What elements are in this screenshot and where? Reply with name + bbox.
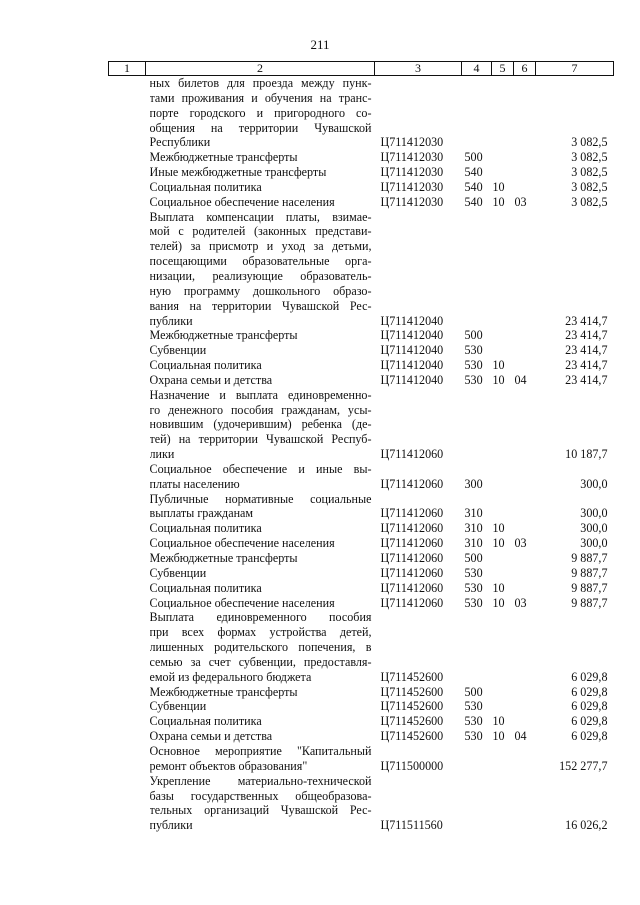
subsection-cell <box>514 685 536 700</box>
table-row <box>109 195 614 210</box>
item-name-line: Субвенции <box>149 565 207 580</box>
subsection-cell <box>514 714 536 729</box>
target-article-cell: Ц711500000 <box>380 758 444 773</box>
section-cell <box>492 343 514 358</box>
item-name-cell <box>146 610 375 684</box>
item-name-cell <box>146 343 375 358</box>
row-number-cell <box>109 462 146 492</box>
section-cell: 10 <box>492 580 505 595</box>
item-name-cell <box>146 744 375 774</box>
row-number-cell <box>109 76 146 151</box>
item-name-line: Межбюджетные трансферты <box>149 328 298 343</box>
header-col-1: 1 <box>109 62 146 76</box>
subsection-cell <box>514 462 536 492</box>
item-name-cell <box>146 328 375 343</box>
amount-cell: 9 887,7 <box>571 551 608 565</box>
row-number-cell <box>109 210 146 329</box>
subsection-cell: 04 <box>514 372 527 387</box>
item-name-line: Социальная политика <box>149 714 262 729</box>
item-name-line: Социальное обеспечение и иные вы- <box>149 461 372 476</box>
amount-cell: 6 029,8 <box>571 684 608 699</box>
amount-cell: 3 082,5 <box>571 179 608 194</box>
item-name-line: посещающими образовательные орга- <box>149 254 372 269</box>
item-name-cell <box>146 210 375 329</box>
section-cell: 10 <box>492 358 505 373</box>
section-cell <box>492 744 514 774</box>
target-article-cell: Ц711452600 <box>380 699 444 714</box>
row-number-cell <box>109 610 146 684</box>
target-article-cell: Ц711412060 <box>380 476 444 491</box>
table-row <box>109 685 614 700</box>
section-cell <box>492 210 514 329</box>
amount-cell: 6 029,8 <box>571 669 608 684</box>
subsection-cell: 03 <box>514 536 527 551</box>
item-name-line: низации, реализующие образователь- <box>149 268 372 283</box>
table-row <box>109 328 614 343</box>
amount-cell: 9 887,7 <box>571 565 608 580</box>
row-number-cell <box>109 358 146 373</box>
expense-type-cell <box>462 388 492 462</box>
table-row <box>109 714 614 729</box>
item-name-line: платы населению <box>149 476 240 491</box>
item-name-line: Межбюджетные трансферты <box>149 551 298 565</box>
target-article-cell: Ц711452600 <box>380 729 444 744</box>
subsection-cell <box>514 343 536 358</box>
subsection-cell <box>514 492 536 522</box>
header-col-6: 6 <box>514 62 536 76</box>
amount-cell: 23 414,7 <box>565 358 608 373</box>
table-row <box>109 210 614 329</box>
item-name-line: тельных организаций Чувашской Рес- <box>149 803 372 818</box>
item-name-cell <box>146 195 375 210</box>
row-number-cell <box>109 566 146 581</box>
subsection-cell <box>514 699 536 714</box>
item-name-line: Социальное обеспечение населения <box>149 595 335 610</box>
section-cell: 10 <box>492 729 505 744</box>
item-name-cell <box>146 521 375 536</box>
subsection-cell <box>514 328 536 343</box>
header-col-7: 7 <box>536 62 614 76</box>
section-cell <box>492 685 514 700</box>
item-name-cell <box>146 685 375 700</box>
table-row <box>109 492 614 522</box>
item-name-line: ную программу дошкольного образо- <box>149 283 372 298</box>
header-col-5: 5 <box>492 62 514 76</box>
item-name-line: Охрана семьи и детства <box>149 372 273 387</box>
table-row <box>109 596 614 611</box>
budget-table <box>108 61 614 833</box>
item-name-line: базы государственных общеобразова- <box>149 788 372 803</box>
amount-cell: 6 029,8 <box>571 729 608 744</box>
row-number-cell <box>109 195 146 210</box>
amount-cell: 16 026,2 <box>565 818 608 833</box>
target-article-cell: Ц711412030 <box>380 194 444 209</box>
item-name-cell <box>146 581 375 596</box>
target-article-cell: Ц711412040 <box>380 358 444 373</box>
expense-type-cell: 530 <box>464 343 483 358</box>
expense-type-cell: 310 <box>464 536 483 551</box>
section-cell <box>492 462 514 492</box>
item-name-line: Социальная политика <box>149 580 262 595</box>
amount-cell: 3 082,5 <box>571 150 608 165</box>
amount-cell: 3 082,5 <box>571 165 608 180</box>
amount-cell: 23 414,7 <box>565 328 608 343</box>
item-name-cell <box>146 774 375 833</box>
table-row <box>109 610 614 684</box>
target-article-cell: Ц711412060 <box>380 565 444 580</box>
expense-type-cell: 500 <box>464 328 483 343</box>
subsection-cell <box>514 358 536 373</box>
item-name-line: Выплата компенсации платы, взимае- <box>149 209 372 224</box>
item-name-line: ных билетов для проезда между пунк- <box>149 76 372 90</box>
section-cell <box>492 165 514 180</box>
item-name-line: выплаты гражданам <box>149 506 254 521</box>
item-name-line: мой с родителей (законных представи- <box>149 224 372 239</box>
target-article-cell: Ц711511560 <box>380 818 443 833</box>
item-name-line: новившим (удочерившим) ребенка (де- <box>149 417 372 432</box>
amount-cell: 23 414,7 <box>565 343 608 358</box>
expense-type-cell <box>462 610 492 684</box>
item-name-line: Социальная политика <box>149 179 262 194</box>
section-cell <box>492 774 514 833</box>
item-name-line: Выплата единовременного пособия <box>149 610 372 625</box>
table-row <box>109 774 614 833</box>
row-number-cell <box>109 492 146 522</box>
expense-type-cell <box>462 210 492 329</box>
table-row <box>109 358 614 373</box>
item-name-line: лишенных родительского попечения, в <box>149 640 372 655</box>
subsection-cell <box>514 521 536 536</box>
item-name-line: Субвенции <box>149 343 207 358</box>
subsection-cell <box>514 744 536 774</box>
expense-type-cell: 500 <box>464 150 483 165</box>
item-name-line: Социальная политика <box>149 521 262 536</box>
section-cell <box>492 566 514 581</box>
item-name-line: при всех формах устройства детей, <box>149 625 372 640</box>
header-col-4: 4 <box>462 62 492 76</box>
section-cell: 10 <box>492 179 505 194</box>
page-number: 211 <box>310 37 330 52</box>
item-name-line: Межбюджетные трансферты <box>149 684 298 699</box>
item-name-cell <box>146 165 375 180</box>
table-row <box>109 566 614 581</box>
amount-cell: 3 082,5 <box>571 194 608 209</box>
subsection-cell <box>514 581 536 596</box>
amount-cell: 300,0 <box>580 506 608 521</box>
item-name-line: Республики <box>149 135 211 150</box>
subsection-cell: 03 <box>514 194 527 209</box>
subsection-cell <box>514 76 536 151</box>
target-article-cell: Ц711412060 <box>380 536 444 551</box>
row-number-cell <box>109 551 146 566</box>
expense-type-cell: 540 <box>464 194 483 209</box>
amount-cell: 6 029,8 <box>571 714 608 729</box>
item-name-cell <box>146 358 375 373</box>
row-number-cell <box>109 581 146 596</box>
item-name-line: Основное мероприятие "Капитальный <box>149 743 372 758</box>
subsection-cell <box>514 388 536 462</box>
target-article-cell: Ц711412030 <box>380 179 444 194</box>
item-name-line: Публичные нормативные социальные <box>149 491 372 506</box>
target-article-cell: Ц711412060 <box>380 580 444 595</box>
table-row <box>109 462 614 492</box>
expense-type-cell: 530 <box>464 729 483 744</box>
section-cell: 10 <box>492 194 505 209</box>
expense-type-cell: 540 <box>464 179 483 194</box>
item-name-cell <box>146 729 375 744</box>
item-name-line: вания на территории Чувашской Рес- <box>149 298 372 313</box>
item-name-line: Укрепление материально-технической <box>149 773 372 788</box>
row-number-cell <box>109 150 146 165</box>
table-row <box>109 521 614 536</box>
item-name-cell <box>146 714 375 729</box>
table-row <box>109 536 614 551</box>
expense-type-cell: 530 <box>464 714 483 729</box>
amount-cell: 6 029,8 <box>571 699 608 714</box>
target-article-cell: Ц711452600 <box>380 714 444 729</box>
subsection-cell <box>514 551 536 566</box>
section-cell <box>492 492 514 522</box>
amount-cell: 300,0 <box>580 521 608 536</box>
subsection-cell <box>514 774 536 833</box>
item-name-line: лики <box>149 447 175 462</box>
expense-type-cell: 300 <box>464 476 483 491</box>
subsection-cell: 04 <box>514 729 527 744</box>
subsection-cell <box>514 180 536 195</box>
expense-type-cell <box>462 76 492 151</box>
row-number-cell <box>109 714 146 729</box>
section-cell: 10 <box>492 521 505 536</box>
expense-type-cell: 530 <box>464 372 483 387</box>
row-number-cell <box>109 685 146 700</box>
section-cell <box>492 388 514 462</box>
table-row <box>109 373 614 388</box>
item-name-cell <box>146 492 375 522</box>
amount-cell: 23 414,7 <box>565 313 608 328</box>
item-name-line: общения на территории Чувашской <box>149 120 372 135</box>
expense-type-cell: 530 <box>464 699 483 714</box>
row-number-cell <box>109 343 146 358</box>
section-cell: 10 <box>492 372 505 387</box>
row-number-cell <box>109 729 146 744</box>
item-name-line: Социальное обеспечение населения <box>149 194 335 209</box>
subsection-cell <box>514 165 536 180</box>
table-row <box>109 343 614 358</box>
table-row <box>109 165 614 180</box>
expense-type-cell: 500 <box>464 684 483 699</box>
item-name-cell <box>146 180 375 195</box>
amount-cell: 23 414,7 <box>565 372 608 387</box>
section-cell <box>492 150 514 165</box>
item-name-line: публики <box>149 818 193 833</box>
item-name-cell <box>146 551 375 566</box>
table-header <box>109 62 614 76</box>
target-article-cell: Ц711452600 <box>380 669 444 684</box>
amount-cell: 3 082,5 <box>571 135 608 150</box>
item-name-line: телей) за присмотр и уход за детьми, <box>149 239 372 254</box>
row-number-cell <box>109 373 146 388</box>
row-number-cell <box>109 536 146 551</box>
item-name-cell <box>146 150 375 165</box>
amount-cell: 10 187,7 <box>565 447 608 462</box>
item-name-line: ремонт объектов образования" <box>149 758 308 773</box>
target-article-cell: Ц711412040 <box>380 343 444 358</box>
target-article-cell: Ц711412040 <box>380 372 444 387</box>
target-article-cell: Ц711452600 <box>380 684 444 699</box>
item-name-cell <box>146 388 375 462</box>
section-cell: 10 <box>492 536 505 551</box>
section-cell: 10 <box>492 595 505 610</box>
item-name-line: тей) на территории Чувашской Респуб- <box>149 432 372 447</box>
target-article-cell: Ц711412060 <box>380 595 444 610</box>
row-number-cell <box>109 388 146 462</box>
table-row <box>109 581 614 596</box>
expense-type-cell: 530 <box>464 565 483 580</box>
row-number-cell <box>109 699 146 714</box>
row-number-cell <box>109 596 146 611</box>
amount-cell: 300,0 <box>580 536 608 551</box>
subsection-cell <box>514 150 536 165</box>
item-name-cell <box>146 462 375 492</box>
expense-type-cell: 530 <box>464 595 483 610</box>
item-name-line: порте городского и пригородного со- <box>149 105 372 120</box>
amount-cell: 152 277,7 <box>559 758 608 773</box>
item-name-cell <box>146 596 375 611</box>
item-name-line: Социальная политика <box>149 358 262 373</box>
amount-cell: 9 887,7 <box>571 595 608 610</box>
target-article-cell: Ц711412030 <box>380 135 444 150</box>
row-number-cell <box>109 774 146 833</box>
target-article-cell: Ц711412040 <box>380 313 444 328</box>
subsection-cell <box>514 210 536 329</box>
item-name-line: Межбюджетные трансферты <box>149 150 298 165</box>
row-number-cell <box>109 165 146 180</box>
row-number-cell <box>109 328 146 343</box>
expense-type-cell <box>462 774 492 833</box>
table-row <box>109 729 614 744</box>
item-name-cell <box>146 76 375 151</box>
table-row <box>109 744 614 774</box>
section-cell <box>492 699 514 714</box>
section-cell <box>492 551 514 566</box>
item-name-line: публики <box>149 313 193 328</box>
section-cell <box>492 328 514 343</box>
header-col-3: 3 <box>375 62 462 76</box>
subsection-cell <box>514 610 536 684</box>
item-name-line: Социальное обеспечение населения <box>149 536 335 551</box>
expense-type-cell: 500 <box>464 551 483 565</box>
target-article-cell: Ц711412040 <box>380 328 444 343</box>
item-name-cell <box>146 536 375 551</box>
target-article-cell: Ц711412030 <box>380 150 444 165</box>
item-name-cell <box>146 566 375 581</box>
target-article-cell: Ц711412060 <box>380 551 444 565</box>
expense-type-cell: 530 <box>464 580 483 595</box>
header-col-2: 2 <box>146 62 375 76</box>
target-article-cell: Ц711412060 <box>380 506 444 521</box>
expense-type-cell: 540 <box>464 165 483 180</box>
expense-type-cell: 530 <box>464 358 483 373</box>
expense-type-cell: 310 <box>464 506 483 521</box>
table-row <box>109 551 614 566</box>
item-name-line: емой из федерального бюджета <box>149 669 312 684</box>
table-row <box>109 699 614 714</box>
section-cell: 10 <box>492 714 505 729</box>
target-article-cell: Ц711412060 <box>380 521 444 536</box>
table-row <box>109 388 614 462</box>
item-name-line: Иные межбюджетные трансферты <box>149 165 327 180</box>
row-number-cell <box>109 521 146 536</box>
target-article-cell: Ц711412060 <box>380 447 444 462</box>
item-name-line: Назначение и выплата единовременно- <box>149 387 372 402</box>
item-name-line: семью за счет субвенции, предоставля- <box>149 654 372 669</box>
table-row <box>109 180 614 195</box>
item-name-line: го денежного пособия гражданам, усы- <box>149 402 372 417</box>
header-row <box>109 62 614 76</box>
item-name-line: Охрана семьи и детства <box>149 729 273 744</box>
section-cell <box>492 76 514 151</box>
target-article-cell: Ц711412030 <box>380 165 444 180</box>
item-name-cell <box>146 373 375 388</box>
row-number-cell <box>109 744 146 774</box>
item-name-cell <box>146 699 375 714</box>
item-name-line: тами проживания и обучения на транс- <box>149 90 372 105</box>
expense-type-cell <box>462 744 492 774</box>
subsection-cell: 03 <box>514 595 527 610</box>
item-name-line: Субвенции <box>149 699 207 714</box>
table-body <box>109 76 614 834</box>
amount-cell: 300,0 <box>580 476 608 491</box>
expense-type-cell: 310 <box>464 521 483 536</box>
subsection-cell <box>514 566 536 581</box>
amount-cell: 9 887,7 <box>571 580 608 595</box>
row-number-cell <box>109 180 146 195</box>
table-row <box>109 150 614 165</box>
table-row <box>109 76 614 151</box>
section-cell <box>492 610 514 684</box>
